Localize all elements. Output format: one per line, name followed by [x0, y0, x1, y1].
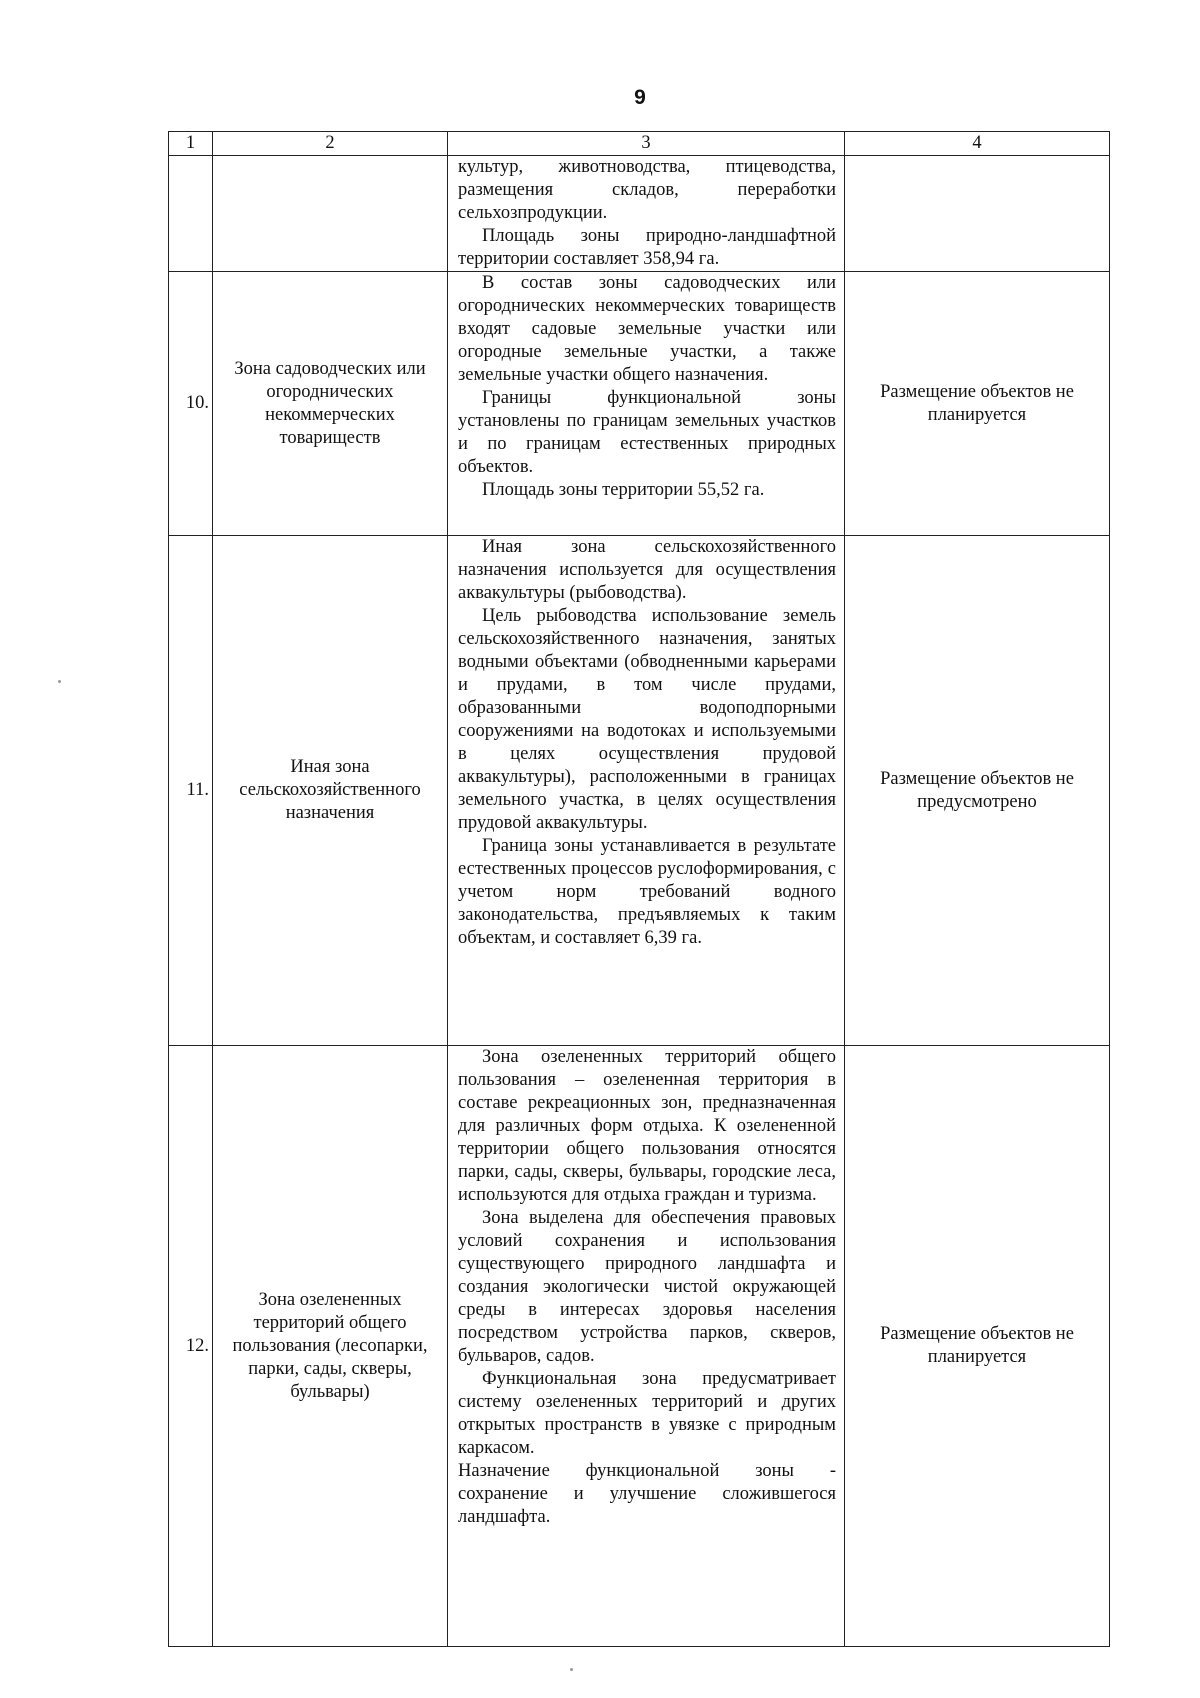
- table-row: [169, 1046, 1110, 1647]
- col-header-4: 4: [845, 132, 1110, 156]
- description-paragraph: Цель рыбоводства использование земель сельскохозяйственного назначения, занятых водными объектами (обводненными карьерами и прудами, в том числе прудами, образованными водоподпорными сооружениями на водотоках и используемыми в целях осуществления прудовой аквакультуры), расположенными в границах земельного участка, в целях осуществления прудовой аквакультуры.: [458, 606, 836, 833]
- description-paragraph: Площадь зоны территории 55,52 га.: [482, 480, 765, 500]
- col-header-3: 3: [448, 132, 845, 156]
- description-paragraph: Зона выделена для обеспечения правовых условий сохранения и использования существующего природного ландшафта и создания экологически чистой окружающей среды в интересах здоровья населения посредством устройства парков, скверов, бульваров, садов.: [458, 1208, 836, 1366]
- description-paragraph: В состав зоны садоводческих или огороднических некоммерческих товариществ входят садовые земельные участки или огородные земельные участки, а также земельные участки общего назначения.: [458, 273, 836, 385]
- zone-description: [448, 536, 845, 1046]
- row-number: 11.: [169, 536, 213, 1046]
- scan-speck: [58, 680, 61, 683]
- description-paragraph: Граница зоны устанавливается в результате естественных процессов руслоформирования, с учетом норм требований водного законодательства, предъявляемых к таким объектам, и составляет 6,39 га.: [458, 836, 836, 948]
- description-paragraph: Функциональная зона предусматривает систему озелененных территорий и других открытых пространств в увязке с природным каркасом.: [458, 1369, 836, 1458]
- zone-description: [448, 1046, 845, 1647]
- col-header-2: 2: [213, 132, 448, 156]
- scan-speck: [570, 1668, 573, 1671]
- zones-table: [168, 131, 1110, 1647]
- description-paragraph: культур, животноводства, птицеводства, размещения складов, переработки сельхозпродукции.: [458, 157, 836, 223]
- description-paragraph: Иная зона сельскохозяйственного назначения используется для осуществления аквакультуры (рыбоводства).: [458, 537, 836, 603]
- col-header-1: 1: [169, 132, 213, 156]
- table-row: [169, 156, 1110, 272]
- table-row: [169, 536, 1110, 1046]
- zone-description: [448, 156, 845, 272]
- zone-name: Зона озелененных территорий общего пользования (лесопарки, парки, сады, скверы, бульвары): [213, 1046, 448, 1647]
- planned-objects: Размещение объектов не планируется: [845, 272, 1110, 536]
- row-number: 10.: [169, 272, 213, 536]
- row-number: [169, 156, 213, 272]
- planned-objects: [845, 156, 1110, 272]
- row-number: 12.: [169, 1046, 213, 1647]
- table-row: [169, 272, 1110, 536]
- planned-objects: Размещение объектов не предусмотрено: [845, 536, 1110, 1046]
- description-paragraph: Границы функциональной зоны установлены по границам земельных участков и по границам естественных природных объектов.: [458, 388, 836, 477]
- page-number: 9: [634, 86, 646, 109]
- zone-name: Зона садоводческих или огороднических некоммерческих товариществ: [213, 272, 448, 536]
- zone-description: [448, 272, 845, 536]
- description-paragraph: Назначение функциональной зоны - сохранение и улучшение сложившегося ландшафта.: [458, 1461, 836, 1527]
- description-paragraph: Площадь зоны природно-ландшафтной территории составляет 358,94 га.: [458, 226, 836, 269]
- zone-name: [213, 156, 448, 272]
- table-header-row: [169, 132, 1110, 156]
- planned-objects: Размещение объектов не планируется: [845, 1046, 1110, 1647]
- zone-name: Иная зона сельскохозяйственного назначения: [213, 536, 448, 1046]
- description-paragraph: Зона озелененных территорий общего пользования – озелененная территория в составе рекреационных зон, предназначенная для различных форм отдыха. К озелененной территории общего пользования относятся парки, сады, скверы, бульвары, городские леса, используются для отдыха граждан и туризма.: [458, 1047, 836, 1205]
